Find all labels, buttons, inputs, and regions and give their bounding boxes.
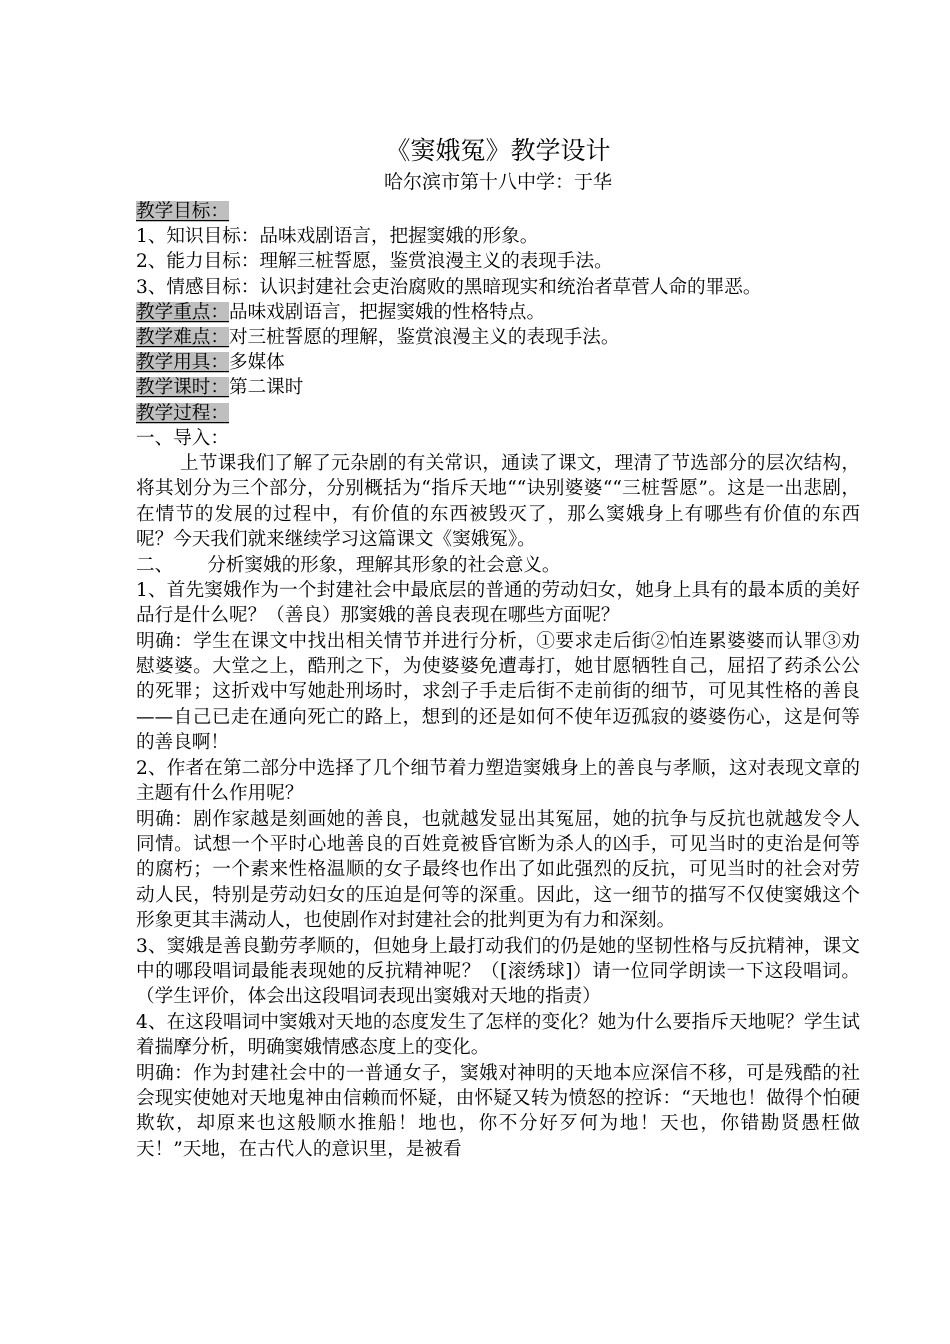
- objectives-heading: 教学目标：: [136, 201, 229, 222]
- author-line: 哈尔滨市第十八中学：于华: [383, 171, 612, 193]
- tools-value: 多媒体: [228, 352, 285, 374]
- difficulty-label: 教学难点：: [136, 327, 229, 349]
- objective-ability: 2、能力目标：理解三桩誓愿，鉴赏浪漫主义的表现手法。: [136, 251, 613, 273]
- difficulty-line: [136, 325, 860, 350]
- answer-1: 明确：学生在课文中找出相关情节并进行分析，①要求走后街②怕连累婆婆而认罪③劝慰婆婆。大堂之上，酷刑之下，为使婆婆免遭毒打，她甘愿牺牲自己，屈招了药杀公公的死罪；这折戏中写她赴刑场时，求刽子手走后街不走前街的细节，可见其性格的善良——自己已走在通向死亡的路上，想到的还是如何不使年迈孤寂的婆婆伤心，这是何等的善良啊！: [136, 630, 860, 754]
- tools-line: [136, 350, 860, 375]
- tools-label: 教学用具：: [136, 352, 229, 374]
- question-1: 1、首先窦娥作为一个封建社会中最底层的普通的劳动妇女，她身上具有的最本质的美好品行是什么呢？（善良）那窦娥的善良表现在哪些方面呢？: [136, 579, 860, 627]
- process-heading-line: [136, 401, 860, 426]
- key-point-line: [136, 300, 860, 325]
- section2-title: 分析窦娥的形象，理解其形象的社会意义。: [207, 554, 561, 576]
- intro-paragraph: 上节课我们了解了元杂剧的有关常识，通读了课文，理清了节选部分的层次结构，将其划分为三个部分，分别概括为“指斥天地““诀别婆婆““三桩誓愿”。这是一出悲剧，在情节的发展的过程中，有价值的东西被毁灭了，那么窦娥身上有哪些有价值的东西呢？今天我们就来继续学习这篇课文《窦娥冤》。: [136, 453, 860, 551]
- answer-4: 明确：作为封建社会中的一普通女子，窦娥对神明的天地本应深信不移，可是残酷的社会现实使她对天地鬼神由信赖而怀疑，由怀疑又转为愤怒的控诉：“天地也！做得个怕硬欺软，却原来也这般顺水推船！地也，你不分好歹何为地！天也，你错勘贤愚枉做天！”天地，在古代人的意识里，是被看: [136, 1062, 860, 1160]
- question-2: 2、作者在第二部分中选择了几个细节着力塑造窦娥身上的善良与孝顺，这对表现文章的主题有什么作用呢？: [136, 757, 860, 805]
- answer-2: 明确：剧作家越是刻画她的善良，也就越发显出其冤屈，她的抗争与反抗也就越发令人同情。试想一个平时心地善良的百姓竟被昏官断为杀人的凶手，可见当时的吏治是何等的腐朽；一个素来性格温顺的女子最终也作出了如此强烈的反抗，可见当时的社会对劳动人民，特别是劳动妇女的压迫是何等的深重。因此，这一细节的描写不仅使窦娥这个形象更其丰满动人，也使剧作对封建社会的批判更为有力和深刻。: [136, 808, 860, 932]
- question-4: 4、在这段唱词中窦娥对天地的态度发生了怎样的变化？她为什么要指斥天地呢？学生试着揣摩分析，明确窦娥情感态度上的变化。: [136, 1011, 860, 1059]
- section2-number: 二、: [136, 554, 174, 576]
- objectives-heading-line: [136, 199, 860, 224]
- question-3: 3、窦娥是善良勤劳孝顺的，但她身上最打动我们的仍是她的坚韧性格与反抗精神，课文中的哪段唱词最能表现她的反抗精神呢？（[滚绣球]）请一位同学朗读一下这段唱词。（学生评价，体会出这段唱词表现出窦娥对天地的指责）: [136, 935, 860, 1008]
- document-title: 《窦娥冤》教学设计: [385, 136, 611, 165]
- section2-heading: [136, 553, 860, 578]
- key-point-value: 品味戏剧语言，把握窦娥的性格特点。: [228, 301, 546, 323]
- key-point-label: 教学重点：: [136, 301, 229, 323]
- objective-knowledge: 1、知识目标：品味戏剧语言，把握窦娥的形象。: [136, 226, 539, 248]
- difficulty-value: 对三桩誓愿的理解，鉴赏浪漫主义的表现手法。: [228, 327, 620, 349]
- process-label: 教学过程：: [136, 402, 229, 424]
- period-value: 第二课时: [228, 377, 304, 399]
- intro-heading: 一、导入：: [136, 427, 229, 449]
- period-line: [136, 375, 860, 400]
- period-label: 教学课时：: [136, 377, 229, 399]
- objective-emotion: 3、情感目标：认识封建社会吏治腐败的黑暗现实和统治者草菅人命的罪恶。: [136, 276, 762, 298]
- document-page: [136, 135, 860, 1162]
